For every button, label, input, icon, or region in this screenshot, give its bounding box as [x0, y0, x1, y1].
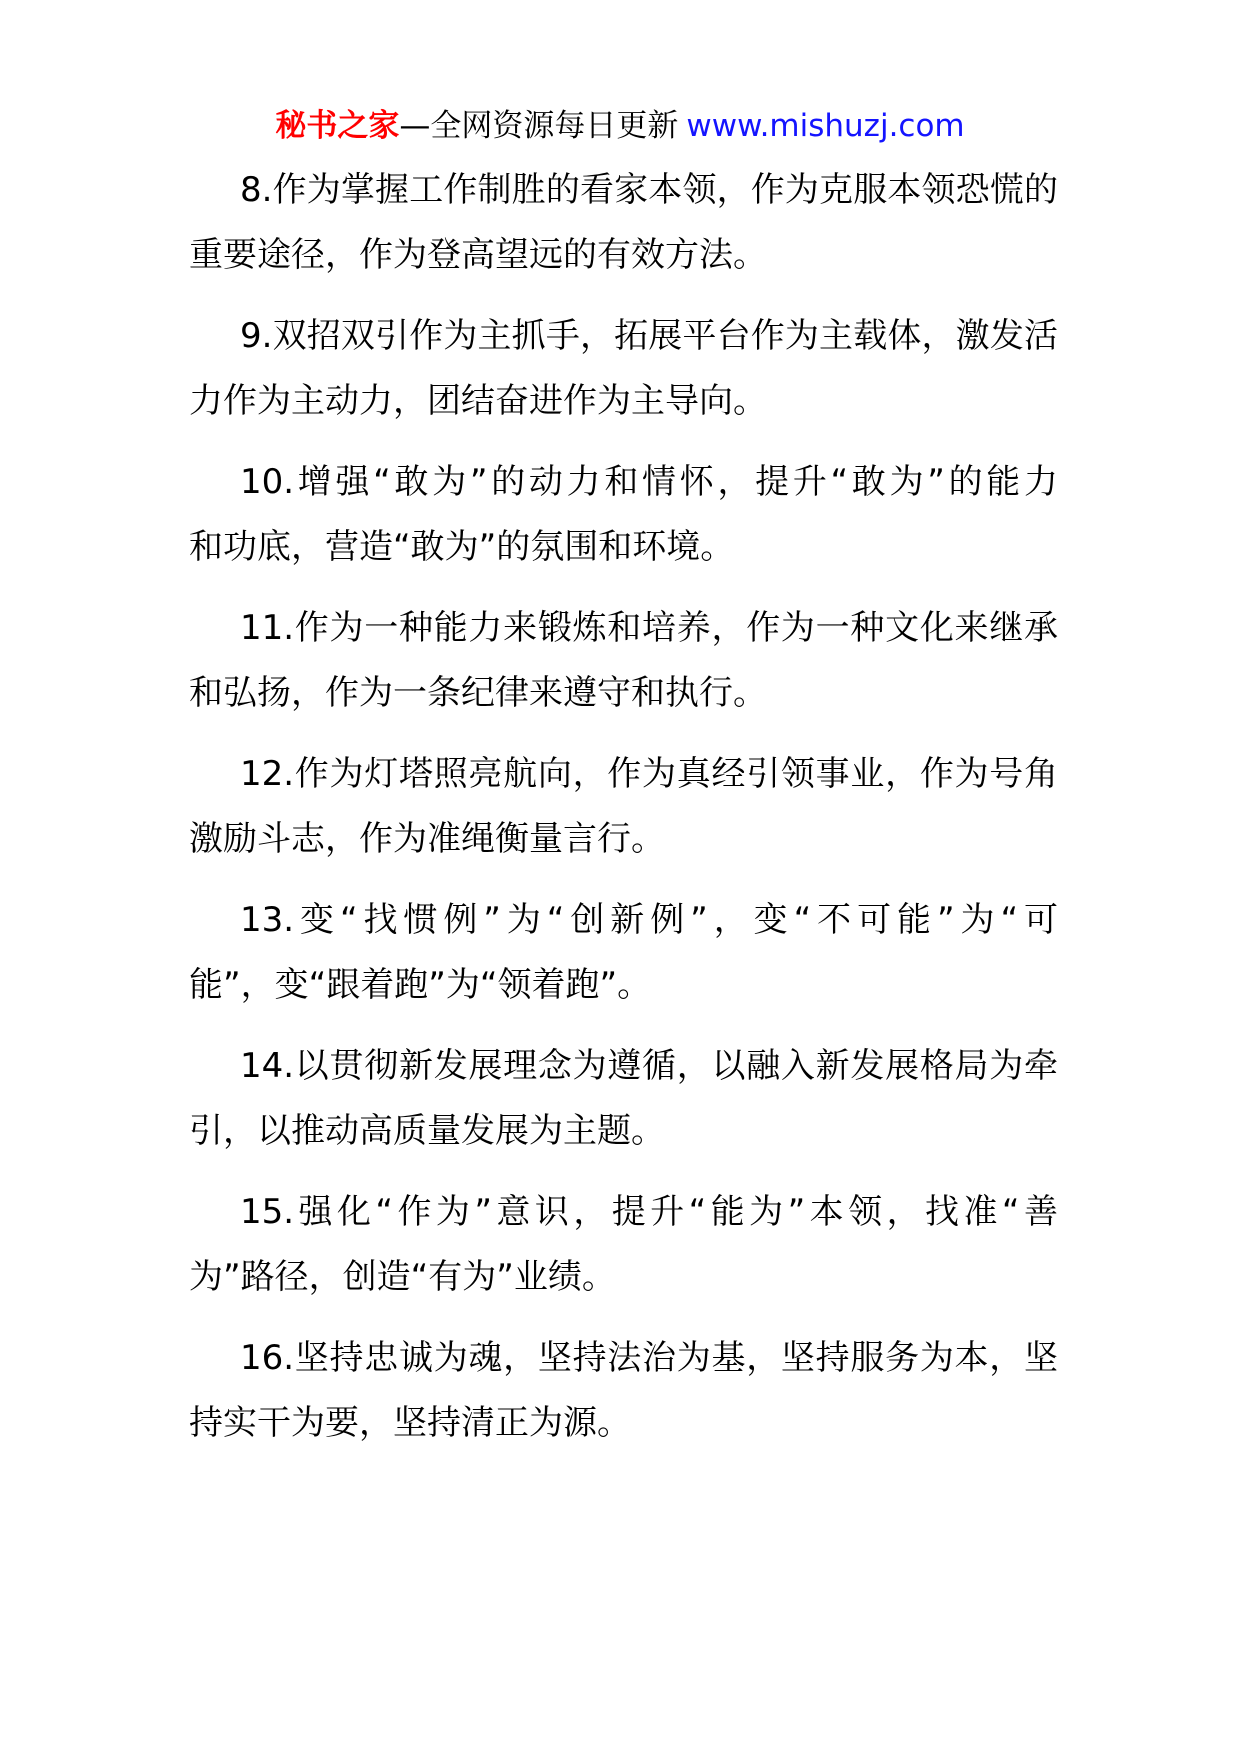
brand-name: 秘书之家 — [275, 108, 400, 144]
paragraph-15 — [189, 1180, 1058, 1310]
paragraph-line: 持实干为要，坚持清正为源。 — [189, 1403, 631, 1443]
paragraph-line: 15.强化“作为”意识，提升“能为”本领，找准“善 — [240, 1192, 1058, 1232]
paragraph-line: 引，以推动高质量发展为主题。 — [189, 1111, 665, 1151]
paragraph-line: 8.作为掌握工作制胜的看家本领，作为克服本领恐慌的 — [240, 170, 1058, 210]
paragraph-12 — [189, 742, 1058, 872]
paragraph-line: 力作为主动力，团结奋进作为主导向。 — [189, 381, 767, 421]
paragraph-line: 和弘扬，作为一条纪律来遵守和执行。 — [189, 673, 767, 713]
paragraph-10 — [189, 450, 1058, 580]
paragraph-14 — [189, 1034, 1058, 1164]
paragraph-line: 13.变“找惯例”为“创新例”，变“不可能”为“可 — [240, 900, 1058, 940]
paragraph-line: 激励斗志，作为准绳衡量言行。 — [189, 819, 665, 859]
paragraph-line: 12.作为灯塔照亮航向，作为真经引领事业，作为号角 — [240, 754, 1058, 794]
paragraph-line: 能”，变“跟着跑”为“领着跑”。 — [189, 965, 652, 1005]
paragraph-line: 和功底，营造“敢为”的氛围和环境。 — [189, 527, 735, 567]
paragraph-line: 10.增强“敢为”的动力和情怀，提升“敢为”的能力 — [240, 462, 1058, 502]
paragraph-line: 9.双招双引作为主抓手，拓展平台作为主载体，激发活 — [240, 316, 1058, 356]
paragraph-11 — [189, 596, 1058, 726]
paragraph-8 — [189, 158, 1058, 288]
paragraph-line: 11.作为一种能力来锻炼和培养，作为一种文化来继承 — [240, 608, 1058, 648]
paragraph-line: 重要途径，作为登高望远的有效方法。 — [189, 235, 767, 275]
paragraph-line: 14.以贯彻新发展理念为遵循，以融入新发展格局为牵 — [240, 1046, 1058, 1086]
document-body — [189, 158, 1058, 1472]
header-slogan: —全网资源每日更新 — [399, 108, 679, 144]
paragraph-13 — [189, 888, 1058, 1018]
paragraph-line: 16.坚持忠诚为魂，坚持法治为基，坚持服务为本，坚 — [240, 1338, 1058, 1378]
paragraph-9 — [189, 304, 1058, 434]
site-url-link[interactable]: www.mishuzj.com — [686, 108, 965, 144]
paragraph-16 — [189, 1326, 1058, 1456]
paragraph-line: 为”路径，创造“有为”业绩。 — [189, 1257, 616, 1297]
page-header — [0, 106, 1240, 146]
